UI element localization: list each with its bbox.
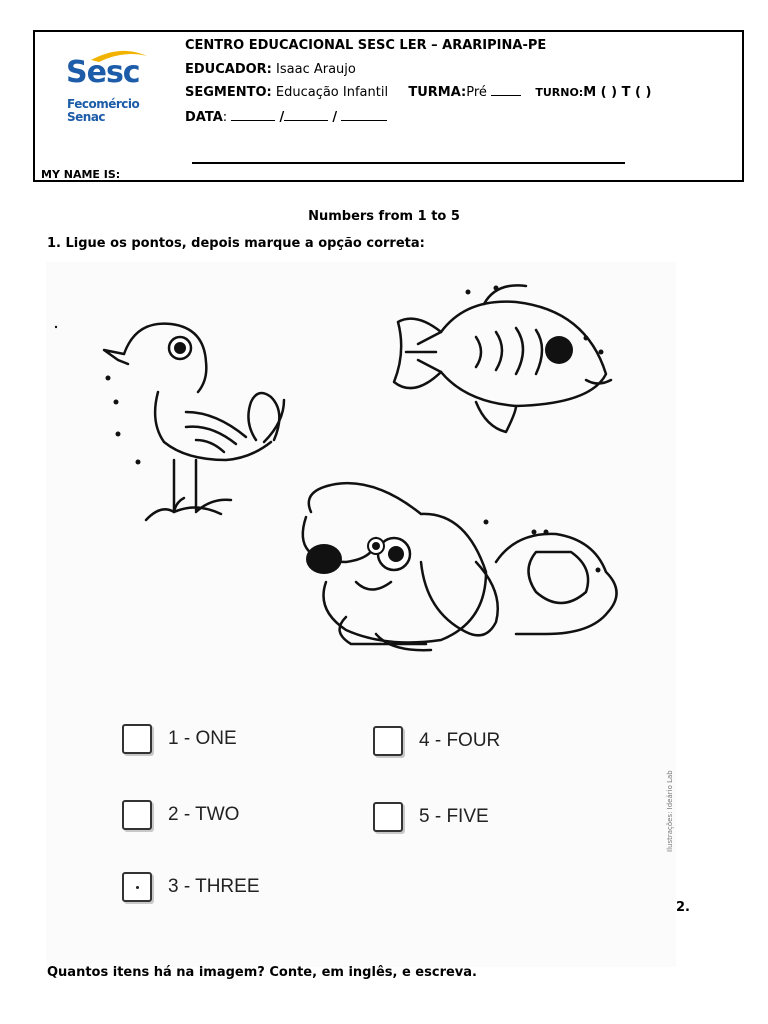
question-2-number: 2. bbox=[676, 900, 690, 915]
dog-drawing bbox=[303, 483, 617, 650]
name-write-line[interactable] bbox=[192, 162, 625, 164]
educator-line bbox=[185, 62, 356, 77]
option-three-checkbox[interactable] bbox=[122, 872, 152, 902]
worksheet-title: Numbers from 1 to 5 bbox=[308, 209, 460, 224]
option-four-label: 4 - FOUR bbox=[419, 730, 501, 751]
class-value: Pré bbox=[466, 85, 487, 100]
date-label: DATA bbox=[185, 110, 223, 125]
option-two-label: 2 - TWO bbox=[168, 804, 240, 825]
date-colon: : bbox=[222, 110, 228, 125]
illustration-credit: Ilustrações: Ideário Lab bbox=[666, 770, 674, 852]
educator-value: Isaac Araujo bbox=[276, 62, 356, 77]
option-four-checkbox[interactable] bbox=[373, 726, 403, 756]
class-blank[interactable] bbox=[491, 83, 521, 96]
header-box bbox=[33, 30, 744, 182]
shift-options[interactable]: M ( ) T ( ) bbox=[583, 85, 652, 100]
date-month-blank[interactable] bbox=[284, 108, 328, 121]
option-three-label: 3 - THREE bbox=[168, 876, 260, 897]
option-two-checkbox[interactable] bbox=[122, 800, 152, 830]
logo-senac: Senac bbox=[67, 110, 106, 124]
educator-label: EDUCADOR: bbox=[185, 62, 272, 77]
bird-drawing bbox=[104, 324, 284, 520]
logo-fecomercio: Fecomércio bbox=[67, 97, 140, 111]
segment-line bbox=[185, 83, 651, 100]
fish-drawing bbox=[394, 285, 611, 432]
option-five[interactable] bbox=[373, 802, 489, 832]
logo-brand: Sesc bbox=[66, 55, 140, 90]
date-sep-1: / bbox=[279, 110, 285, 125]
option-five-checkbox[interactable] bbox=[373, 802, 403, 832]
segment-label: SEGMENTO: bbox=[185, 85, 272, 100]
date-year-blank[interactable] bbox=[341, 108, 387, 121]
segment-value: Educação Infantil bbox=[275, 85, 389, 100]
school-name: CENTRO EDUCACIONAL SESC LER – ARARIPINA-PE bbox=[185, 38, 547, 53]
my-name-label: MY NAME IS: bbox=[41, 168, 121, 181]
sesc-logo bbox=[51, 46, 159, 126]
option-three[interactable] bbox=[122, 872, 260, 902]
shift-label: TURNO: bbox=[535, 86, 584, 99]
option-one-label: 1 - ONE bbox=[168, 728, 237, 749]
class-label: TURMA: bbox=[408, 85, 467, 100]
option-one[interactable] bbox=[122, 724, 237, 754]
option-five-label: 5 - FIVE bbox=[419, 806, 489, 827]
option-two[interactable] bbox=[122, 800, 239, 830]
connect-dots-illustration bbox=[46, 262, 676, 692]
date-sep-2: / bbox=[332, 110, 338, 125]
date-day-blank[interactable] bbox=[231, 108, 275, 121]
option-four[interactable] bbox=[373, 726, 500, 756]
question-2: Quantos itens há na imagem? Conte, em inglês, e escreva. bbox=[47, 965, 477, 980]
option-one-checkbox[interactable] bbox=[122, 724, 152, 754]
date-line bbox=[185, 108, 387, 125]
activity-area bbox=[46, 262, 676, 967]
question-1: 1. Ligue os pontos, depois marque a opção correta: bbox=[47, 236, 425, 251]
